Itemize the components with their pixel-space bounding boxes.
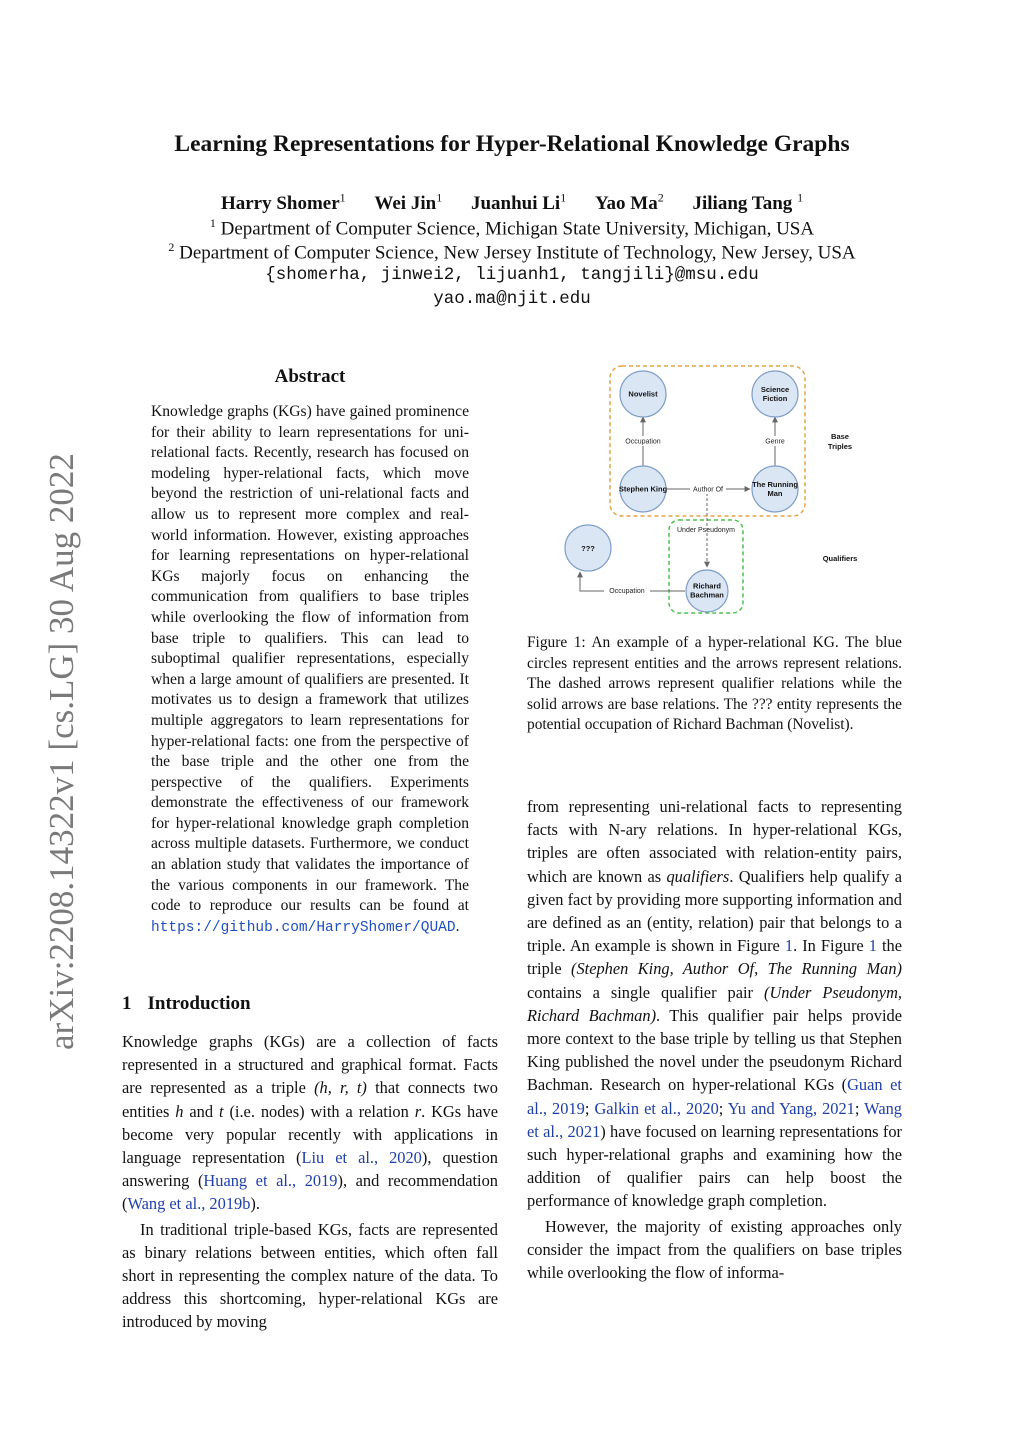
email-msu: {shomerha, jinwei2, lijuanh1, tangjili}@msu.edu <box>265 265 759 285</box>
group-label: Qualifiers <box>822 554 858 563</box>
node-label: Bachman <box>690 590 724 600</box>
node-label: Fiction <box>762 394 788 403</box>
paragraph: from representing uni-relational facts to representing facts with N-ary relations. In hyper-relational KGs, triples are often associated with relation-entity pairs, which are known as qualifiers. Qualifiers help qualify a given fact by providing more supporting information and are defined as an (entity, relation) pair that belongs to a triple. An example is shown in Figure 1. In Figure 1 the triple (Stephen King, Author Of, The Running Man) contains a single qualifier pair (Under Pseudonym, Richard Bachman). This qualifier pair helps provide more context to the base triple by telling us that Stephen King published the novel under the pseudonym Richard Bachman. Research on hyper-relational KGs (Guan et al., 2019; Galkin et al., 2020; Yu and Yang, 2021; Wang et al., 2021) have focused on learning representations for such hyper-relational graphs and examining how the addition of qualifier pairs can help boost the performance of knowledge graph completion. <box>527 797 903 1211</box>
paragraph: In traditional triple-based KGs, facts are represented as binary relations between entities, which often fall short in representing the complex nature of the data. To address this shortcoming, hyper-relational KGs are introduced by moving <box>122 1219 498 1332</box>
abstract-text: Knowledge graphs (KGs) have gained prominence for their ability to learn representations for uni-relational facts. Recently, research has focused on modeling hyper-relational facts, which move beyond the restriction of uni-relational facts and allow us to represent more complex and real-world information. However, existing approaches for learning representations on hyper-relational KGs majorly focus on enhancing the communication from qualifiers to base triples while overlooking the flow of information from base triple to qualifiers. This can lead to suboptimal qualifier representations, especially when a large amount of qualifiers are presented. It motivates us to design a framework that utilizes multiple aggregators to learn representations for hyper-relational facts: one from the perspective of the base triple and the other one from the perspective of the qualifiers. Experiments demonstrate the effectiveness of our framework for hyper-relational knowledge graph completion across multiple datasets. Furthermore, we conduct an ablation study that validates the importance of the various components in our framework. The code to reproduce our results can be found at https://github.com/HarryShomer/QUAD. <box>151 403 469 936</box>
node-label: Richard <box>693 581 721 591</box>
paragraph: Knowledge graphs (KGs) are a collection of facts represented in a structured and graphical format. Facts are represented as a triple (h, r, t) that connects two entities h and t (i.e. nodes) with a relation r. KGs have become very popular recently with applications in language representation (Liu et al., 2020), question answering (Huang et al., 2019), and recommendation (Wang et al., 2019b). <box>122 1032 499 1214</box>
intro-left-column <box>122 1030 498 1334</box>
citation-link[interactable]: Liu et al., 2020 <box>301 1148 422 1168</box>
citation-link[interactable]: Guan et al., 2019 <box>527 1075 902 1118</box>
citation-link[interactable]: Wang et al., 2021 <box>527 1098 902 1141</box>
section-heading: 1 Introduction <box>122 993 251 1014</box>
code-link[interactable]: https://github.com/HarryShomer/QUAD <box>151 919 456 936</box>
affiliation-2: $^2$ Department of Computer Science, New Jersey Institute of Technology, New Jersey, USA <box>168 240 856 264</box>
abstract-heading: Abstract <box>274 366 346 387</box>
figure-1 <box>560 362 890 622</box>
arxiv-stamp: arXiv:2208.14322v1 [cs.LG] 30 Aug 2022 <box>42 453 81 1050</box>
node-label: Science <box>760 385 790 394</box>
citation-link[interactable]: Galkin et al., 2020 <box>594 1098 719 1118</box>
paper-title: Learning Representations for Hyper-Relational Knowledge Graphs <box>174 131 850 157</box>
node-label: Stephen King <box>618 484 668 494</box>
affiliation-1: $^1$ Department of Computer Science, Michigan State University, Michigan, USA <box>209 216 815 240</box>
figure-caption: Figure 1: An example of a hyper-relational KG. The blue circles represent entities and the arrows represent relations. The dashed arrows represent qualifier relations while the solid arrows are base relations. The ??? entity represents the potential occupation of Richard Bachman (Novelist). <box>527 634 902 734</box>
author: Jiliang Tang $^1$ <box>692 191 804 215</box>
figure-ref-link[interactable]: 1 <box>784 936 794 956</box>
email-njit: yao.ma@njit.edu <box>433 289 591 309</box>
edge-label: Occupation <box>625 438 661 446</box>
citation-link[interactable]: Huang et al., 2019 <box>203 1171 338 1191</box>
edge-label: Genre <box>765 438 785 446</box>
paragraph: However, the majority of existing approaches only consider the impact from the qualifiers on base triples while overlooking the flow of informa- <box>527 1216 902 1283</box>
edge-label: Under Pseudonym <box>677 527 735 534</box>
hyper-relational-kg-diagram <box>560 362 890 622</box>
author-list <box>0 191 1024 215</box>
author: Harry Shomer$^1$ <box>220 191 346 215</box>
figure-ref-link[interactable]: 1 <box>868 936 877 956</box>
citation-link[interactable]: Wang et al., 2019b <box>127 1194 251 1214</box>
node-label: Novelist <box>628 389 658 399</box>
citation-link[interactable]: Yu and Yang, 2021 <box>727 1098 855 1118</box>
intro-right-column <box>527 795 902 1284</box>
node-label: Man <box>767 489 783 498</box>
author: Yao Ma$^2$ <box>594 191 664 215</box>
node-label: ??? <box>581 544 595 553</box>
author: Juanhui Li$^1$ <box>470 191 567 215</box>
group-label: Triples <box>827 442 853 451</box>
author: Wei Jin$^1$ <box>374 191 443 215</box>
group-label: Base <box>831 432 849 441</box>
edge-label: Occupation <box>609 588 645 595</box>
node-label: The Running <box>752 480 798 489</box>
edge-label: Author Of <box>693 486 723 494</box>
